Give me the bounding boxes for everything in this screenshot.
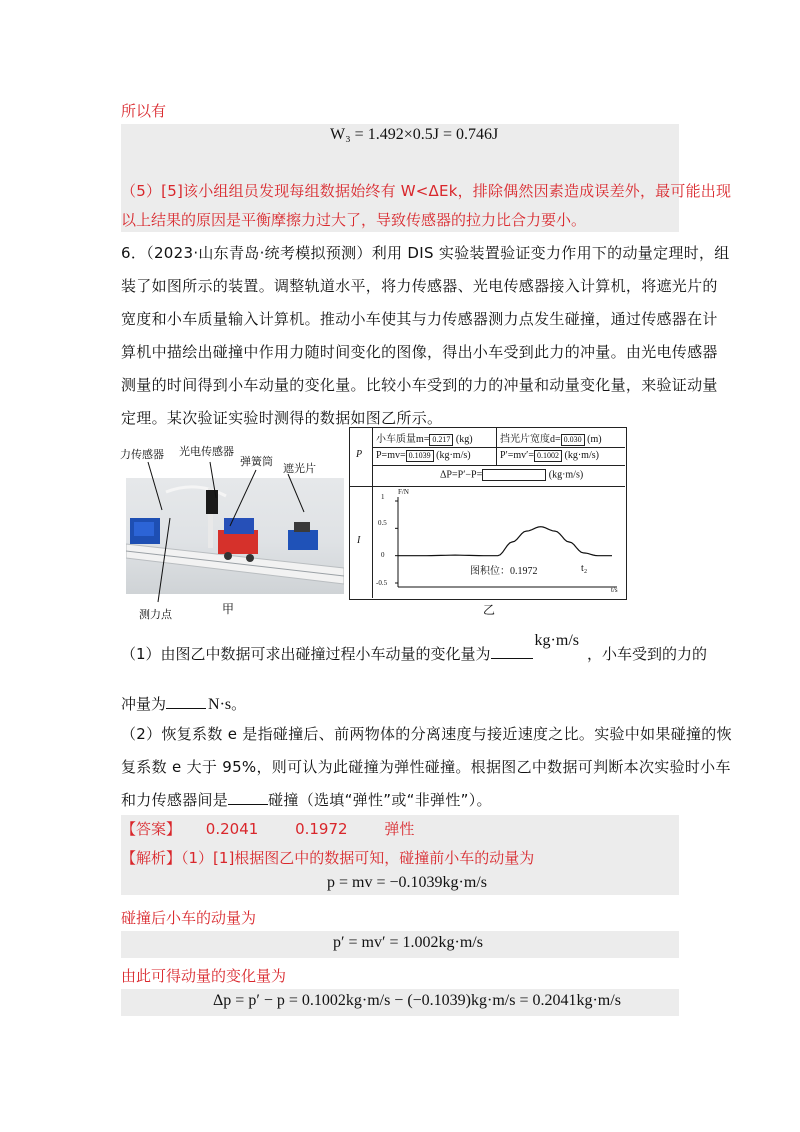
x-unit: t/s xyxy=(611,586,618,594)
width-cell xyxy=(500,430,602,446)
q1-line2 xyxy=(121,693,246,714)
dp-label: ΔP=P′−P= xyxy=(440,469,483,481)
width-unit: (m) xyxy=(587,434,602,445)
w3-equation: W₃ = 1.492×0.5J = 0.746J xyxy=(330,126,499,143)
p-label: P=mv= xyxy=(376,450,406,461)
eq-p: p = mv = −0.1039kg·m/s xyxy=(327,874,487,891)
row-i-label: I xyxy=(357,535,361,546)
photo-leader-lines xyxy=(118,440,361,620)
question-body xyxy=(121,237,730,435)
dp-cell xyxy=(440,469,583,481)
dp-unit: (kg·m/s) xyxy=(548,469,584,481)
answer-1: 0.2041 xyxy=(205,820,259,838)
eq-p-prime: p′ = mv′ = 1.002kg·m/s xyxy=(333,934,483,951)
question-line: 定理。某次验证实验时测得的数据如图乙所示。 xyxy=(121,409,443,427)
question-line: 装了如图所示的装置。调整轨道水平，将力传感器、光电传感器接入计算机，将遮光片的 xyxy=(121,277,718,295)
ytick-0.5: 0.5 xyxy=(378,519,387,527)
answer-row xyxy=(121,818,414,840)
question-line: 算机中描绘出碰撞中作用力随时间变化的图像，得出小车受到此力的冲量。由光电传感器 xyxy=(121,343,718,361)
ytick-neg0.5: -0.5 xyxy=(376,579,388,587)
ytick-1: 1 xyxy=(381,493,385,501)
q1-blank-1[interactable] xyxy=(491,658,533,659)
integral-text: 图积位：0.1972 xyxy=(470,566,538,577)
graph-ylabel: F/N xyxy=(398,488,409,496)
analysis-row xyxy=(121,847,534,869)
q2-line-b: 复系数 e 大于 95%，则可认为此碰撞为弹性碰撞。根据图乙中数据可判断本次实验时小车 xyxy=(121,758,731,776)
width-label: 挡光片宽度d= xyxy=(500,434,561,445)
q2-blank[interactable] xyxy=(228,804,268,805)
answer-2: 0.1972 xyxy=(295,820,348,838)
part5-line2: 以上结果的原因是平衡摩擦力过大了，导致传感器的拉力比合力要小。 xyxy=(121,211,587,229)
mass-value: 0.217 xyxy=(429,434,453,446)
question-line: 宽度和小车质量输入计算机。推动小车使其与力传感器测力点发生碰撞，通过传感器在计 xyxy=(121,310,718,328)
label-photo-sensor: 光电传感器 xyxy=(179,445,234,458)
q1-unit: kg·m/s xyxy=(534,632,579,649)
p-unit: (kg·m/s) xyxy=(436,450,471,461)
caption-yi: 乙 xyxy=(483,603,496,617)
table-mid-divider xyxy=(496,427,497,465)
q1-blank-2[interactable] xyxy=(166,708,206,709)
row-p-label: P xyxy=(356,449,363,460)
q1-line1 xyxy=(121,632,708,664)
answer-tag: 【答案】 xyxy=(121,820,182,838)
dp-empty-box xyxy=(482,469,546,481)
question-line: 测量的时间得到小车动量的变化量。比较小车受到的力的冲量和动量变化量，来验证动量 xyxy=(121,376,718,394)
label-shade: 遮光片 xyxy=(283,462,316,475)
label-spring-tube: 弹簧筒 xyxy=(240,455,273,468)
p-cell xyxy=(376,450,471,462)
eq-delta-p: Δp = p′ − p = 0.1002kg·m/s − (−0.1039)kg·m/s = 0.2041kg·m/s xyxy=(213,992,621,1009)
q1-end: 。 xyxy=(231,695,247,713)
label-measure-point: 测力点 xyxy=(139,608,172,621)
change-label: 由此可得动量的变化量为 xyxy=(121,967,287,985)
mass-label: 小车质量m= xyxy=(376,434,430,445)
force-curve xyxy=(398,527,612,556)
p2-cell xyxy=(500,450,599,462)
table-row-divider-1 xyxy=(372,447,625,448)
analysis-intro: （1）[1]根据图乙中的数据可知，碰撞前小车的动量为 xyxy=(181,849,535,867)
mass-cell xyxy=(376,430,473,446)
after-label: 碰撞后小车的动量为 xyxy=(121,909,257,927)
p2-unit: (kg·m/s) xyxy=(564,450,599,461)
q2-text-c: 和力传感器间是 xyxy=(121,791,229,809)
p2-value: 0.1002 xyxy=(534,450,562,462)
caption-jia: 甲 xyxy=(222,602,235,616)
q1-text-a: （1）由图乙中数据可求出碰撞过程小车动量的变化量为 xyxy=(121,645,491,663)
q2-line-a: （2）恢复系数 e 是指碰撞后、前两物体的分离速度与接近速度之比。实验中如果碰撞的恢 xyxy=(121,725,732,743)
answer-3: 弹性 xyxy=(384,820,415,838)
q2-text-d: 碰撞（选填“弹性”或“非弹性”）。 xyxy=(268,791,492,809)
so-label: 所以有 xyxy=(121,102,167,120)
ytick-0: 0 xyxy=(381,551,385,559)
p2-label: P′=mv′= xyxy=(500,450,534,461)
q1-unit2: N·s xyxy=(208,696,232,713)
table-row-divider-2 xyxy=(372,465,625,466)
label-force-sensor: 力传感器 xyxy=(120,448,164,461)
q1-text-b: ，小车受到的力的 xyxy=(587,645,708,663)
p-value: 0.1039 xyxy=(406,450,434,462)
width-value: 0.030 xyxy=(561,434,585,446)
q2-line-c xyxy=(121,784,732,817)
q1-text-c: 冲量为 xyxy=(121,695,167,713)
t2-label: t₂ xyxy=(581,563,588,574)
question-line: 6．（2023·山东青岛·统考模拟预测）利用 DIS 实验装置验证变力作用下的动量定理时，组 xyxy=(121,244,730,262)
force-time-graph xyxy=(372,487,625,598)
mass-unit: (kg) xyxy=(455,434,473,445)
analysis-tag: 【解析】 xyxy=(121,849,182,867)
q2-block xyxy=(121,718,732,817)
part5-line1: （5）[5]该小组组员发现每组数据始终有 W<ΔEk，排除偶然因素造成误差外，最可能出现 xyxy=(121,182,732,200)
